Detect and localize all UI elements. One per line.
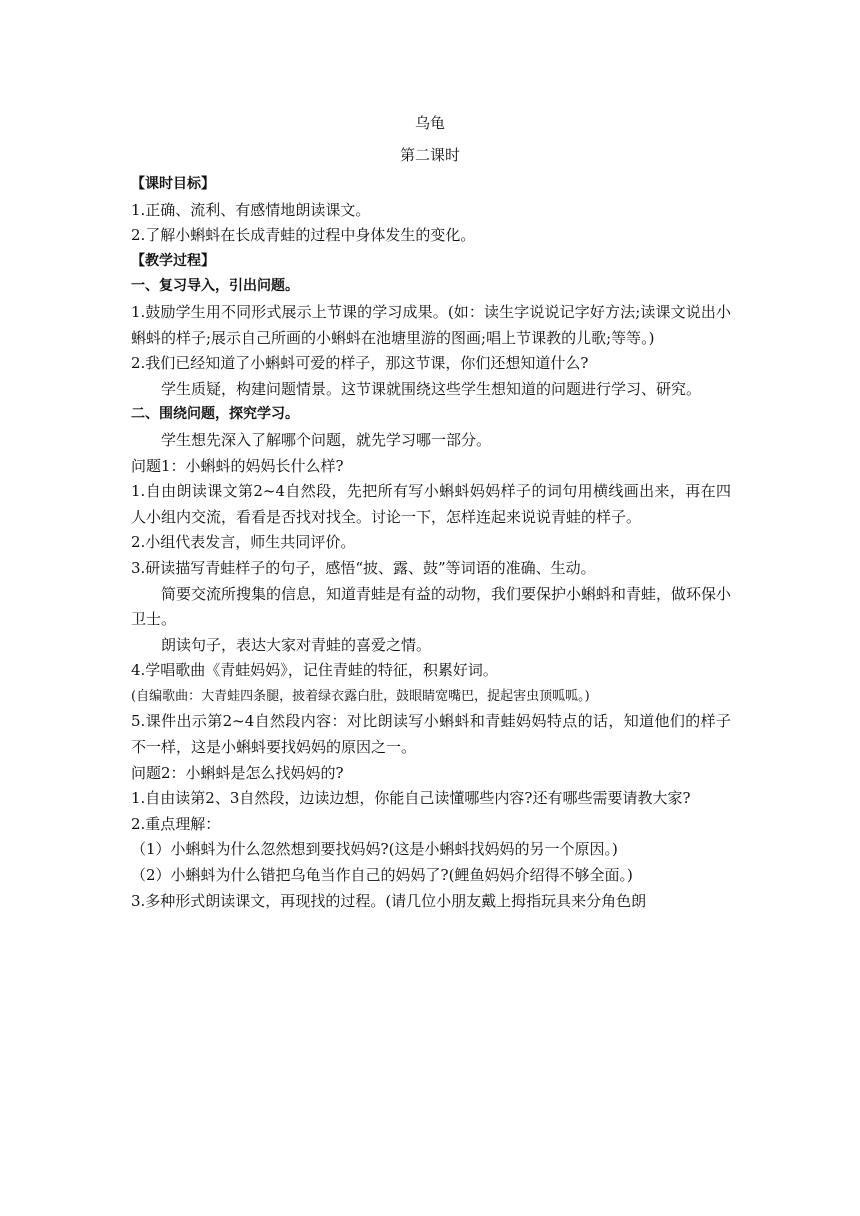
paragraph: 2.我们已经知道了小蝌蚪可爱的样子，那这节课，你们还想知道什么? bbox=[131, 354, 589, 373]
paragraph: 学生想先深入了解哪个问题，就先学习哪一部分。 bbox=[161, 430, 492, 449]
paragraph: 4.学唱歌曲《青蛙妈妈》，记住青蛙的特征，积累好词。 bbox=[131, 661, 498, 680]
paragraph: 1.自由读第2、3自然段，边读边想，你能自己读懂哪些内容?还有哪些需要请教大家? bbox=[131, 789, 691, 808]
document-body bbox=[131, 172, 731, 914]
paragraph: 朗读句子，表达大家对青蛙的喜爱之情。 bbox=[161, 635, 432, 654]
paragraph: 【教学过程】 bbox=[131, 252, 215, 269]
paragraph: 问题1：小蝌蚪的妈妈长什么样? bbox=[131, 456, 344, 475]
paragraph: 1.正确、流利、有感情地朗读课文。 bbox=[131, 200, 371, 219]
paragraph: 2.小组代表发言，师生共同评价。 bbox=[131, 533, 356, 552]
paragraph: 问题2：小蝌蚪是怎么找妈妈的? bbox=[131, 763, 344, 782]
paragraph: （1）小蝌蚪为什么忽然想到要找妈妈?(这是小蝌蚪找妈妈的另一个原因。) bbox=[131, 840, 618, 859]
paragraph: 【课时目标】 bbox=[131, 176, 215, 192]
paragraph: 3.研读描写青蛙样子的句子，感悟“披、露、鼓”等词语的准确、生动。 bbox=[131, 558, 596, 577]
paragraph: 简要交流所搜集的信息，知道青蛙是有益的动物，我们要保护小蝌蚪和青蛙，做环保小卫士。 bbox=[131, 584, 732, 629]
paragraph: 学生质疑，构建问题情景。这节课就围绕这些学生想知道的问题进行学习、研究。 bbox=[161, 379, 702, 398]
paragraph: 1.鼓励学生用不同形式展示上节课的学习成果。(如：读生字说说记字好方法;读课文说出小蝌蚪的样子;展示自己所画的小蝌蚪在池塘里游的图画;唱上节课教的儿歌;等等。) bbox=[131, 302, 731, 347]
document-title: 乌龟 bbox=[414, 114, 445, 132]
paragraph: 5.课件出示第2~4自然段内容：对比朗读写小蝌蚪和青蛙妈妈特点的话，知道他们的样子不一样，这是小蝌蚪要找妈妈的原因之一。 bbox=[131, 712, 731, 757]
paragraph: 1.自由朗读课文第2~4自然段，先把所有写小蝌蚪妈妈样子的词句用横线画出来，再在四人小组内交流，看看是否找对找全。讨论一下，怎样连起来说说青蛙的样子。 bbox=[131, 482, 731, 526]
paragraph: (自编歌曲：大青蛙四条腿，披着绿衣露白肚，鼓眼睛宽嘴巴，捉起害虫顶呱呱。) bbox=[131, 688, 590, 704]
paragraph: 一、复习导入，引出问题。 bbox=[131, 278, 299, 295]
paragraph: 2.了解小蝌蚪在长成青蛙的过程中身体发生的变化。 bbox=[131, 226, 476, 245]
paragraph: 3.多种形式朗读课文，再现找的过程。(请几位小朋友戴上拇指玩具来分角色朗 bbox=[131, 891, 647, 910]
paragraph: 2.重点理解： bbox=[131, 814, 221, 833]
paragraph: （2）小蝌蚪为什么错把乌龟当作自己的妈妈了?(鲤鱼妈妈介绍得不够全面。) bbox=[131, 866, 633, 885]
paragraph: 二、围绕问题，探究学习。 bbox=[131, 406, 299, 423]
document-subtitle: 第二课时 bbox=[399, 146, 460, 164]
